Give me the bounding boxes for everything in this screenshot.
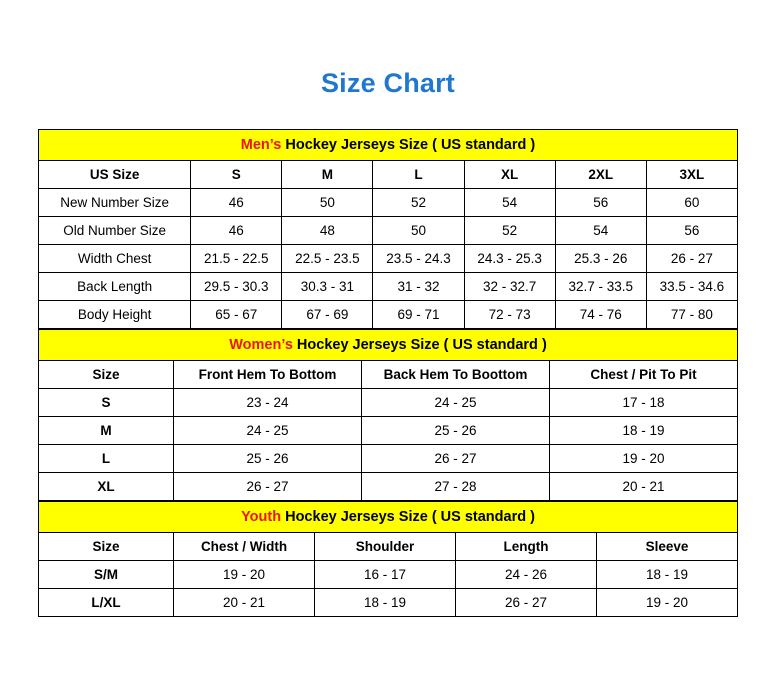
row-label: L (39, 445, 174, 473)
table-cell: 18 - 19 (597, 561, 738, 589)
table-cell: 16 - 17 (315, 561, 456, 589)
youth-size-table (38, 501, 738, 617)
table-cell: 48 (282, 217, 373, 245)
table-cell: 25 - 26 (362, 417, 550, 445)
mens-section-header-cell (39, 130, 738, 161)
mens-size-table (38, 129, 738, 329)
row-label: S (39, 389, 174, 417)
youth-header-cell: Sleeve (597, 533, 738, 561)
row-label: M (39, 417, 174, 445)
table-cell: 32.7 - 33.5 (555, 273, 646, 301)
table-row (39, 389, 738, 417)
table-cell: 22.5 - 23.5 (282, 245, 373, 273)
womens-section-header (39, 330, 738, 361)
row-label: Old Number Size (39, 217, 191, 245)
table-cell: 31 - 32 (373, 273, 464, 301)
table-cell: 24.3 - 25.3 (464, 245, 555, 273)
table-row (39, 301, 738, 329)
table-cell: 52 (373, 189, 464, 217)
table-cell: 27 - 28 (362, 473, 550, 501)
table-cell: 60 (646, 189, 737, 217)
size-tables (38, 99, 738, 617)
table-cell: 17 - 18 (550, 389, 738, 417)
table-row (39, 473, 738, 501)
mens-header-cell: L (373, 161, 464, 189)
table-cell: 23 - 24 (174, 389, 362, 417)
youth-header-cell: Chest / Width (174, 533, 315, 561)
table-cell: 56 (646, 217, 737, 245)
table-row (39, 273, 738, 301)
table-cell: 52 (464, 217, 555, 245)
table-cell: 33.5 - 34.6 (646, 273, 737, 301)
page-title: Size Chart (320, 68, 456, 98)
table-row (39, 417, 738, 445)
mens-header-cell: 3XL (646, 161, 737, 189)
row-label: Body Height (39, 301, 191, 329)
womens-section-header-cell (39, 330, 738, 361)
table-cell: 72 - 73 (464, 301, 555, 329)
table-cell: 24 - 26 (456, 561, 597, 589)
table-cell: 25.3 - 26 (555, 245, 646, 273)
table-cell: 26 - 27 (174, 473, 362, 501)
womens-header-cell: Front Hem To Bottom (174, 361, 362, 389)
womens-header-cell: Size (39, 361, 174, 389)
youth-header-cell: Size (39, 533, 174, 561)
table-cell: 67 - 69 (282, 301, 373, 329)
table-cell: 50 (373, 217, 464, 245)
mens-header-cell: XL (464, 161, 555, 189)
row-label: XL (39, 473, 174, 501)
mens-column-headers (39, 161, 738, 189)
mens-section-accent: Men’s (240, 137, 282, 153)
womens-section-rest: Hockey Jerseys Size ( US standard ) (292, 337, 547, 353)
table-cell: 29.5 - 30.3 (191, 273, 282, 301)
table-row (39, 217, 738, 245)
row-label: L/XL (39, 589, 174, 617)
youth-header-cell: Shoulder (315, 533, 456, 561)
table-cell: 46 (191, 217, 282, 245)
table-cell: 77 - 80 (646, 301, 737, 329)
table-row (39, 589, 738, 617)
table-row (39, 445, 738, 473)
table-cell: 46 (191, 189, 282, 217)
womens-size-table (38, 329, 738, 501)
table-cell: 65 - 67 (191, 301, 282, 329)
youth-section-accent: Youth (241, 509, 282, 525)
womens-header-cell: Chest / Pit To Pit (550, 361, 738, 389)
table-cell: 21.5 - 22.5 (191, 245, 282, 273)
table-cell: 23.5 - 24.3 (373, 245, 464, 273)
mens-header-cell: M (282, 161, 373, 189)
table-cell: 26 - 27 (646, 245, 737, 273)
womens-section-accent: Women’s (229, 337, 293, 353)
youth-section-header (39, 502, 738, 533)
youth-section-rest: Hockey Jerseys Size ( US standard ) (281, 509, 535, 525)
table-cell: 19 - 20 (597, 589, 738, 617)
row-label: Width Chest (39, 245, 191, 273)
mens-header-cell: US Size (39, 161, 191, 189)
table-cell: 19 - 20 (550, 445, 738, 473)
table-cell: 19 - 20 (174, 561, 315, 589)
table-cell: 32 - 32.7 (464, 273, 555, 301)
mens-section-rest: Hockey Jerseys Size ( US standard ) (281, 137, 536, 153)
row-label: Back Length (39, 273, 191, 301)
table-cell: 74 - 76 (555, 301, 646, 329)
row-label: S/M (39, 561, 174, 589)
table-cell: 69 - 71 (373, 301, 464, 329)
table-cell: 18 - 19 (315, 589, 456, 617)
youth-section-header-cell (39, 502, 738, 533)
table-row (39, 561, 738, 589)
table-row (39, 245, 738, 273)
womens-header-cell: Back Hem To Boottom (362, 361, 550, 389)
table-cell: 54 (464, 189, 555, 217)
womens-column-headers (39, 361, 738, 389)
youth-header-cell: Length (456, 533, 597, 561)
table-cell: 24 - 25 (362, 389, 550, 417)
mens-header-cell: S (191, 161, 282, 189)
table-cell: 24 - 25 (174, 417, 362, 445)
mens-section-header (39, 130, 738, 161)
table-cell: 54 (555, 217, 646, 245)
table-cell: 26 - 27 (362, 445, 550, 473)
table-cell: 18 - 19 (550, 417, 738, 445)
table-cell: 20 - 21 (550, 473, 738, 501)
table-cell: 56 (555, 189, 646, 217)
table-cell: 50 (282, 189, 373, 217)
table-cell: 25 - 26 (174, 445, 362, 473)
table-cell: 26 - 27 (456, 589, 597, 617)
row-label: New Number Size (39, 189, 191, 217)
table-cell: 30.3 - 31 (282, 273, 373, 301)
mens-header-cell: 2XL (555, 161, 646, 189)
table-cell: 20 - 21 (174, 589, 315, 617)
table-row (39, 189, 738, 217)
youth-column-headers (39, 533, 738, 561)
